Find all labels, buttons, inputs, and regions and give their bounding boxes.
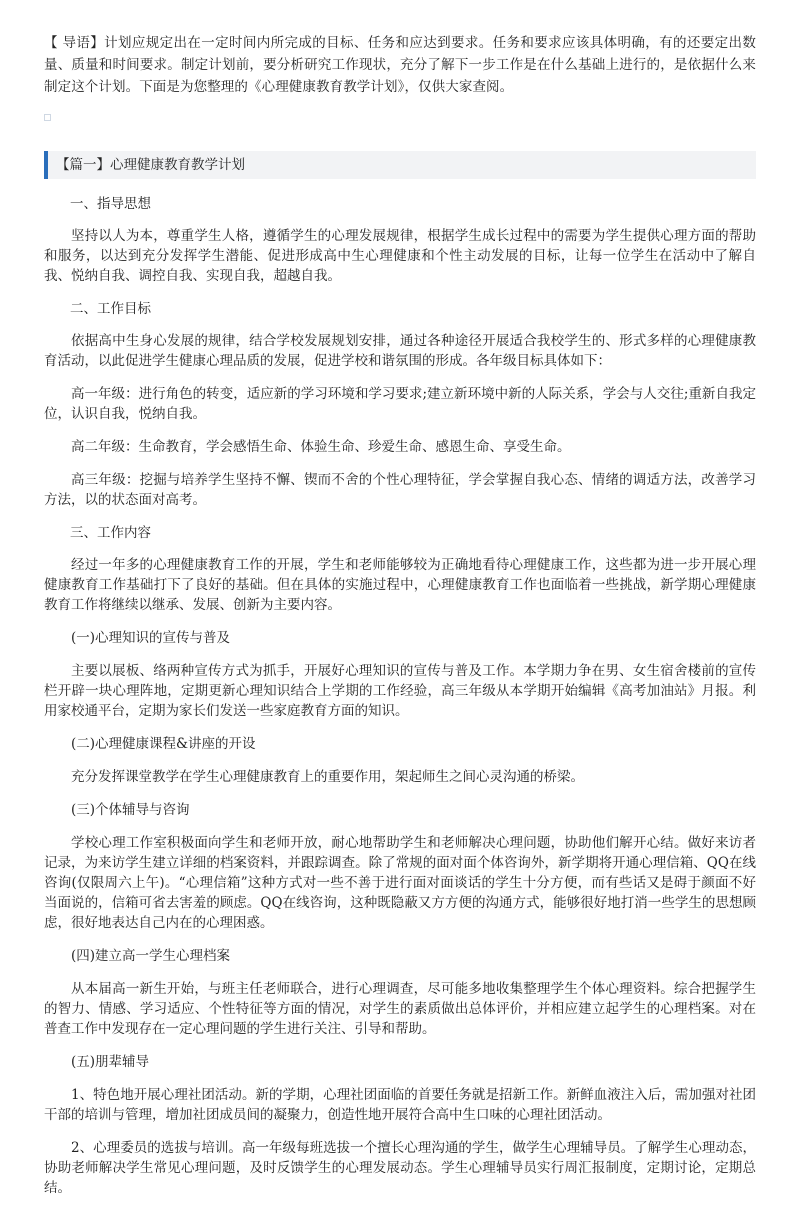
paragraph-grade-two: 高二年级：生命教育，学会感悟生命、体验生命、珍爱生命、感恩生命、享受生命。 (71, 439, 571, 455)
heading-work-content: 三、工作内容 (70, 525, 151, 541)
subheading: (五)朋辈辅导 (71, 1054, 150, 1070)
subheading: (四)建立高一学生心理档案 (71, 948, 231, 964)
paragraph: 从本届高一新生开始，与班主任老师联合，进行心理调查，尽可能多地收集整理学生个体心理资料。综合把握学生的智力、情感、学习适应、个性特征等方面的情况，对学生的素质做出总体评价，并相应建立起学生的心理档案。对在普查工作中发现存在一定心理问题的学生进行关注、引导和帮助。 (44, 981, 756, 1037)
paragraph-grade-three: 高三年级：挖掘与培养学生坚持不懈、锲而不舍的个性心理特征，学会掌握自我心态、情绪的调适方法，改善学习方法，以的状态面对高考。 (44, 472, 756, 508)
subheading: (一)心理知识的宣传与普及 (71, 630, 231, 646)
paragraph: 依据高中生身心发展的规律，结合学校发展规划安排，通过各种途径开展适合我校学生的、形式多样的心理健康教育活动，以此促进学生健康心理品质的发展，促进学校和谐氛围的形成。各年级目标具体如下： (44, 333, 756, 369)
intro-paragraph: 【 导语】计划应规定出在一定时间内所完成的目标、任务和应达到要求。任务和要求应该具体明确，有的还要定出数量、质量和时间要求。制定计划前，要分析研究工作现状，充分了解下一步工作是在什么基础上进行的，是依据什么来制定这个计划。下面是为您整理的《心理健康教育教学计划》，仅供大家查阅。 (44, 35, 756, 95)
subheading: (二)心理健康课程&讲座的开设 (71, 736, 256, 752)
heading-work-goals: 二、工作目标 (70, 301, 151, 317)
paragraph: 主要以展板、络两种宣传方式为抓手，开展好心理知识的宣传与普及工作。本学期力争在男、女生宿舍楼前的宣传栏开辟一块心理阵地，定期更新心理知识结合上学期的工作经验，高三年级从本学期开始编辑《高考加油站》月报。利用家校通平台，定期为家长们发送一些家庭教育方面的知识。 (44, 663, 756, 719)
document-body (44, 194, 756, 1211)
paragraph-grade-one: 高一年级：进行角色的转变，适应新的学习环境和学习要求;建立新环境中新的人际关系，学会与人交往;重新自我定位，认识自我，悦纳自我。 (44, 386, 756, 422)
paragraph: 坚持以人为本，尊重学生人格，遵循学生的心理发展规律，根据学生成长过程中的需要为学生提供心理方面的帮助和服务，以达到充分发挥学生潜能、促进形成高中生心理健康和个性主动发展的目标，让每一位学生在活动中了解自我、悦纳自我、调控自我、实现自我，超越自我。 (44, 228, 756, 284)
paragraph: 学校心理工作室积极面向学生和老师开放，耐心地帮助学生和老师解决心理问题，协助他们解开心结。做好来访者记录，为来访学生建立详细的档案资料，并跟踪调查。除了常规的面对面个体咨询外，新学期将开通心理信箱、QQ在线咨询(仅限周六上午)。“心理信箱”这种方式对一些不善于进行面对面谈话的学生十分方便，而有些话又是碍于颜面不好当面说的，信箱可省去害羞的顾虑。QQ在线咨询，这种既隐蔽又方方便的沟通方式，能够很好地打消一些学生的思想顾虑，很好地表达自己内在的心理困惑。 (44, 835, 756, 931)
heading-guiding-ideology: 一、指导思想 (70, 196, 151, 212)
section-title: 【篇一】心理健康教育教学计划 (44, 151, 756, 179)
subheading: (三)个体辅导与咨询 (71, 802, 190, 818)
paragraph: 经过一年多的心理健康教育工作的开展，学生和老师能够较为正确地看待心理健康工作，这些都为进一步开展心理健康教育工作基础打下了良好的基础。但在具体的实施过程中，心理健康教育工作也面临着一些挑战，新学期心理健康教育工作将继续以继承、发展、创新为主要内容。 (44, 557, 756, 613)
document-page (44, 32, 756, 98)
paragraph: 2、心理委员的选拔与培训。高一年级每班选拔一个擅长心理沟通的学生，做学生心理辅导员。了解学生心理动态，协助老师解决学生常见心理问题，及时反馈学生的心理发展动态。学生心理辅导员实行周汇报制度，定期讨论，定期总结。 (44, 1140, 756, 1196)
decorative-dot (44, 114, 51, 121)
paragraph: 充分发挥课堂教学在学生心理健康教育上的重要作用，架起师生之间心灵沟通的桥梁。 (71, 769, 584, 785)
paragraph: 1、特色地开展心理社团活动。新的学期，心理社团面临的首要任务就是招新工作。新鲜血液注入后，需加强对社团干部的培训与管理，增加社团成员间的凝聚力，创造性地开展符合高中生口味的心理社团活动。 (44, 1087, 756, 1123)
